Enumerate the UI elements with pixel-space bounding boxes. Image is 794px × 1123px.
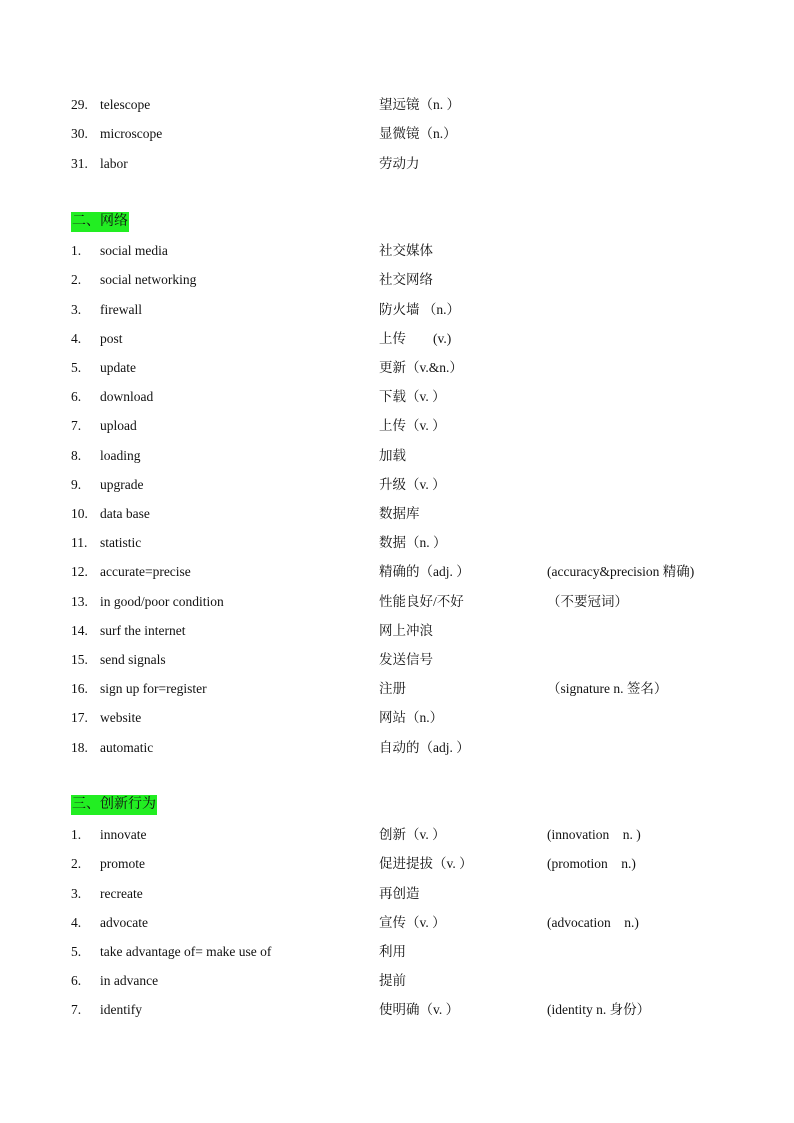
english-term: advocate <box>100 915 148 930</box>
vocab-row <box>0 532 794 554</box>
vocab-row <box>0 678 794 700</box>
chinese-meaning: 数据库 <box>379 506 420 521</box>
item-number: 18. <box>71 740 88 755</box>
vocab-row <box>0 240 794 262</box>
item-number: 3. <box>71 886 82 901</box>
extra-note: (identity n. 身份） <box>547 1002 651 1017</box>
english-term: upload <box>100 418 137 433</box>
chinese-meaning: 升级（v. ） <box>379 477 446 492</box>
item-number: 29. <box>71 97 88 112</box>
english-term: sign up for=register <box>100 681 207 696</box>
vocab-row <box>0 445 794 467</box>
item-number: 4. <box>71 915 82 930</box>
extra-note: (promotion n.) <box>547 856 636 871</box>
vocab-row <box>0 737 794 759</box>
vocab-row <box>0 299 794 321</box>
chinese-meaning: 利用 <box>379 944 406 959</box>
item-number: 11. <box>71 535 88 550</box>
item-number: 8. <box>71 448 82 463</box>
english-term: social networking <box>100 272 197 287</box>
vocab-row <box>0 357 794 379</box>
chinese-meaning: 望远镜（n. ） <box>379 97 460 112</box>
english-term: innovate <box>100 827 147 842</box>
english-term: in good/poor condition <box>100 594 224 609</box>
chinese-meaning: 数据（n. ） <box>379 535 447 550</box>
item-number: 4. <box>71 331 82 346</box>
english-term: website <box>100 710 142 725</box>
vocab-row <box>0 561 794 583</box>
item-number: 2. <box>71 856 82 871</box>
english-term: automatic <box>100 740 154 755</box>
item-number: 6. <box>71 973 82 988</box>
item-number: 6. <box>71 389 82 404</box>
vocab-row <box>0 591 794 613</box>
chinese-meaning: 注册 <box>379 681 406 696</box>
english-term: post <box>100 331 123 346</box>
extra-note: （不要冠词） <box>547 594 628 609</box>
chinese-meaning: 上传 (v.) <box>379 331 452 346</box>
vocab-row <box>0 824 794 846</box>
item-number: 1. <box>71 827 82 842</box>
english-term: surf the internet <box>100 623 186 638</box>
chinese-meaning: 发送信号 <box>379 652 433 667</box>
english-term: update <box>100 360 136 375</box>
chinese-meaning: 宣传（v. ） <box>379 915 446 930</box>
chinese-meaning: 上传（v. ） <box>379 418 446 433</box>
chinese-meaning: 显微镜（n.） <box>379 126 457 141</box>
english-term: upgrade <box>100 477 144 492</box>
english-term: send signals <box>100 652 166 667</box>
chinese-meaning: 防火墙 （n.） <box>379 302 460 317</box>
english-term: accurate=precise <box>100 564 191 579</box>
vocab-row <box>0 853 794 875</box>
item-number: 30. <box>71 126 88 141</box>
item-number: 9. <box>71 477 82 492</box>
english-term: download <box>100 389 154 404</box>
vocab-row <box>0 883 794 905</box>
chinese-meaning: 下载（v. ） <box>379 389 446 404</box>
chinese-meaning: 性能良好/不好 <box>379 594 464 609</box>
english-term: promote <box>100 856 145 871</box>
vocab-row <box>0 328 794 350</box>
vocab-row <box>0 123 794 145</box>
chinese-meaning: 社交媒体 <box>379 243 433 258</box>
chinese-meaning: 创新（v. ） <box>379 827 446 842</box>
item-number: 17. <box>71 710 88 725</box>
english-term: labor <box>100 156 128 171</box>
item-number: 12. <box>71 564 88 579</box>
english-term: take advantage of= make use of <box>100 944 272 959</box>
vocab-row <box>0 620 794 642</box>
extra-note: (innovation n. ) <box>547 827 641 842</box>
english-term: identify <box>100 1002 142 1017</box>
vocab-row <box>0 503 794 525</box>
chinese-meaning: 提前 <box>379 973 406 988</box>
english-term: microscope <box>100 126 163 141</box>
item-number: 1. <box>71 243 82 258</box>
english-term: telescope <box>100 97 151 112</box>
chinese-meaning: 精确的（adj. ） <box>379 564 470 579</box>
vocab-row <box>0 153 794 175</box>
chinese-meaning: 加载 <box>379 448 406 463</box>
vocab-row <box>0 269 794 291</box>
chinese-meaning: 网上冲浪 <box>379 623 433 638</box>
vocab-row <box>0 415 794 437</box>
vocab-row <box>0 94 794 116</box>
vocab-row <box>0 707 794 729</box>
chinese-meaning: 网站（n.） <box>379 710 444 725</box>
vocab-row <box>0 386 794 408</box>
vocab-row <box>0 912 794 934</box>
item-number: 15. <box>71 652 88 667</box>
item-number: 16. <box>71 681 88 696</box>
chinese-meaning: 劳动力 <box>379 156 420 171</box>
item-number: 5. <box>71 944 82 959</box>
english-term: loading <box>100 448 141 463</box>
english-term: social media <box>100 243 168 258</box>
extra-note: （signature n. 签名） <box>547 681 668 696</box>
item-number: 31. <box>71 156 88 171</box>
chinese-meaning: 使明确（v. ） <box>379 1002 460 1017</box>
chinese-meaning: 更新（v.&n.） <box>379 360 463 375</box>
item-number: 2. <box>71 272 82 287</box>
extra-note: (advocation n.) <box>547 915 639 930</box>
english-term: in advance <box>100 973 159 988</box>
english-term: firewall <box>100 302 142 317</box>
vocab-row <box>0 649 794 671</box>
extra-note: (accuracy&precision 精确) <box>547 564 695 579</box>
item-number: 14. <box>71 623 88 638</box>
vocab-row <box>0 474 794 496</box>
section-heading-network: 二、网络 <box>71 212 129 232</box>
english-term: recreate <box>100 886 143 901</box>
vocab-row <box>0 999 794 1021</box>
item-number: 7. <box>71 418 82 433</box>
item-number: 5. <box>71 360 82 375</box>
item-number: 7. <box>71 1002 82 1017</box>
item-number: 10. <box>71 506 88 521</box>
item-number: 13. <box>71 594 88 609</box>
chinese-meaning: 社交网络 <box>379 272 433 287</box>
chinese-meaning: 促进提拔（v. ） <box>379 856 473 871</box>
chinese-meaning: 自动的（adj. ） <box>379 740 470 755</box>
english-term: statistic <box>100 535 142 550</box>
section-heading-innovation: 三、创新行为 <box>71 795 157 815</box>
item-number: 3. <box>71 302 82 317</box>
vocab-row <box>0 941 794 963</box>
english-term: data base <box>100 506 150 521</box>
chinese-meaning: 再创造 <box>379 886 420 901</box>
vocab-row <box>0 970 794 992</box>
